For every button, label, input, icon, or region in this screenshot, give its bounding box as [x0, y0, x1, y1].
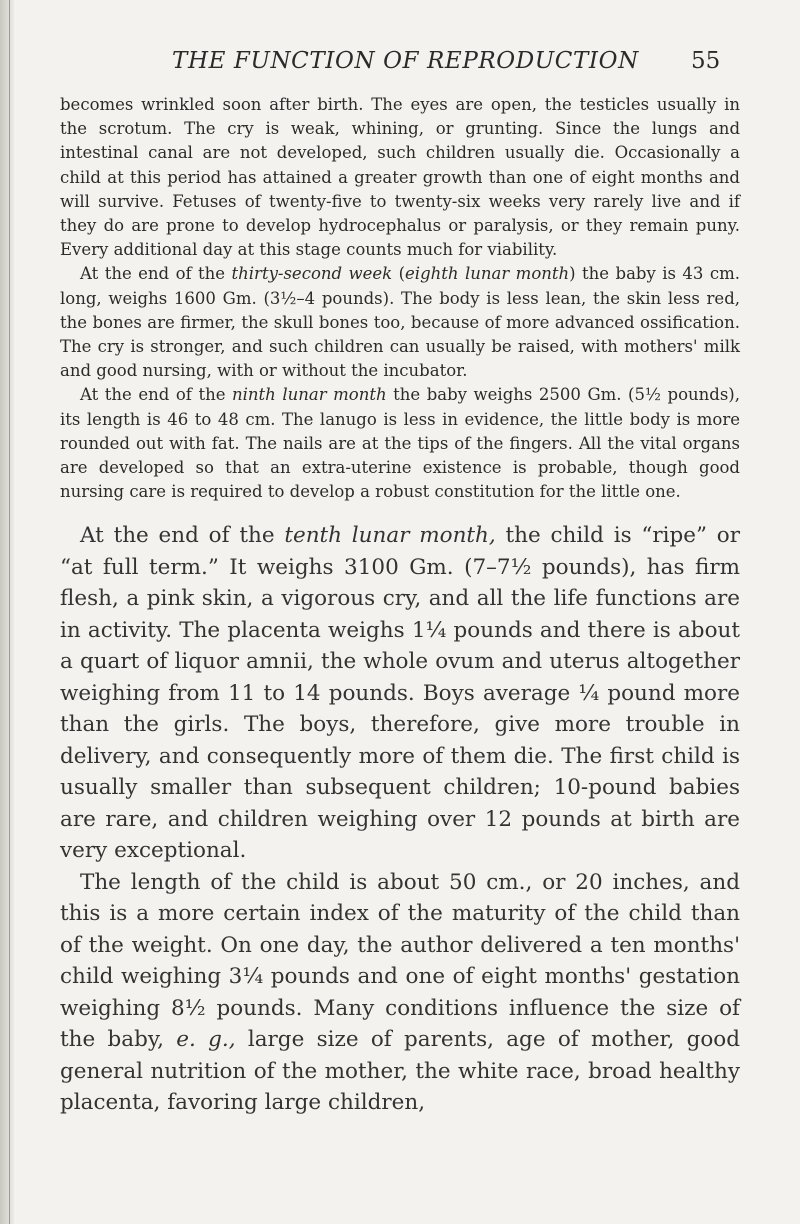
paragraph-3-text: the baby weighs 2500 Gm. (5½ pounds), its length is 46 to 48 cm. The lanugo is less in evidence, the little body is more rounded out with fat. The nails are at the tips of the fingers. All the vital organs are developed so that an extra-uterine existence is probable, though good nursing care is required to develop a robust constitution for the little one. [60, 385, 740, 502]
page-number: 55 [691, 48, 721, 74]
paragraph-5-emphasis: e. g., [176, 1027, 236, 1053]
paragraph-2-emphasis: eighth lunar month [405, 264, 570, 284]
paragraph-2-emphasis: thirty-second week [231, 264, 393, 284]
paragraph-2-text: At the end of the [80, 264, 232, 284]
large-type-section [60, 520, 740, 1119]
paragraph-4-emphasis: tenth lunar month, [284, 523, 496, 549]
paragraph-4-text: the child is “ripe” or “at full term.” It weighs 3100 Gm. (7–7½ pounds), has firm flesh, a pink skin, a vigorous cry, and all the life functions are in activity. The placenta weighs 1¼ pounds and there is about a quart of liquor amnii, the whole ovum and uterus altogether weighing from 11 to 14 pounds. Boys average ¼ pound more than the girls. The boys, therefore, give more trouble in delivery, and consequently more of them die. The first child is usually smaller than subsequent children; 10-pound babies are rare, and children weighing over 12 pounds at birth are very exceptional. [60, 523, 740, 864]
running-title: THE FUNCTION OF REPRODUCTION [172, 48, 639, 74]
paragraph-3 [60, 383, 740, 504]
small-type-section [60, 93, 740, 504]
paragraph-2-text: ( [392, 264, 406, 284]
binding-edge [9, 0, 10, 1224]
paragraph-4-text: At the end of the [80, 523, 285, 549]
page-body [60, 93, 740, 1119]
paragraph-5-text: large size of parents, age of mother, good general nutrition of the mother, the white race, broad healthy placenta, favoring large children, [60, 1027, 741, 1116]
paragraph-2 [60, 262, 740, 383]
paragraph-4 [60, 520, 740, 867]
page-gutter-shadow [0, 0, 14, 1224]
paragraph-3-emphasis: ninth lunar month [232, 385, 387, 405]
paragraph-5-text: The length of the child is about 50 cm., or 20 inches, and this is a more certain index of the maturity of the child than of the weight. On one day, the author delivered a ten months' child weighing 3¼ pounds and one of eight months' gestation weighing 8½ pounds. Many conditions influence the size of the baby, [60, 869, 740, 1053]
paragraph-1: becomes wrinkled soon after birth. The eyes are open, the testicles usually in the scrotum. The cry is weak, whining, or grunting. Since the lungs and intestinal canal are not developed, such children usually die. Occasionally a child at this period has attained a greater growth than one of eight months and will survive. Fetuses of twenty-five to twenty-six weeks very rarely live and if they do are prone to develop hydrocephalus or paralysis, or they remain puny. Every additional day at this stage counts much for viability. [60, 95, 740, 260]
running-header [0, 48, 800, 82]
paragraph-2-text: ) the baby is 43 cm. long, weighs 1600 Gm. (3½–4 pounds). The body is less lean, the skin less red, the bones are firmer, the skull bones too, because of more advanced ossification. The cry is stronger, and such children can usually be raised, with mothers' milk and good nursing, with or without the incubator. [60, 264, 740, 381]
paragraph-5 [60, 867, 740, 1119]
paragraph-3-text: At the end of the [80, 385, 233, 405]
